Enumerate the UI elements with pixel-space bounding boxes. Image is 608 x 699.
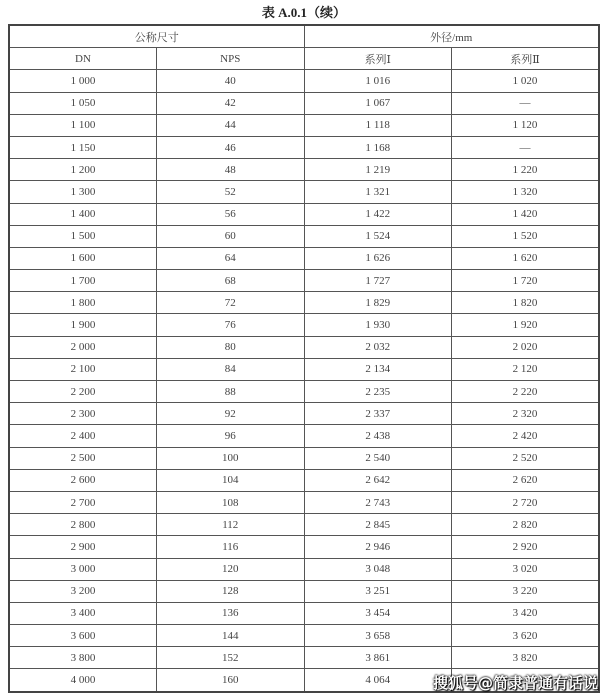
series-2-cell: 2 820: [452, 514, 600, 536]
dn-cell: 2 600: [9, 469, 157, 491]
nps-cell: 112: [157, 514, 305, 536]
nps-header: NPS: [157, 48, 305, 70]
nps-cell: 52: [157, 181, 305, 203]
nps-cell: 48: [157, 159, 305, 181]
nps-cell: 68: [157, 270, 305, 292]
series-1-cell: 1 067: [304, 92, 452, 114]
series-1-cell: 4 064: [304, 669, 452, 692]
series-2-cell: 2 920: [452, 536, 600, 558]
dn-cell: 2 300: [9, 403, 157, 425]
series-1-cell: 3 454: [304, 602, 452, 624]
series-1-cell: 2 438: [304, 425, 452, 447]
table-row: [9, 491, 599, 513]
series-2-cell: —: [452, 136, 600, 158]
nps-cell: 128: [157, 580, 305, 602]
series-1-cell: 1 727: [304, 270, 452, 292]
nps-cell: 96: [157, 425, 305, 447]
series-1-cell: 2 845: [304, 514, 452, 536]
table-row: [9, 159, 599, 181]
nps-cell: 42: [157, 92, 305, 114]
dn-cell: 1 050: [9, 92, 157, 114]
outer-diameter-header: 外径/mm: [304, 25, 599, 48]
dn-cell: 2 700: [9, 491, 157, 513]
table-row: [9, 92, 599, 114]
table-title: 表 A.0.1（续）: [261, 5, 347, 20]
table-row: [9, 602, 599, 624]
nps-cell: 100: [157, 447, 305, 469]
series-2-cell: 2 220: [452, 381, 600, 403]
table-row: [9, 625, 599, 647]
series-1-cell: 1 422: [304, 203, 452, 225]
dn-cell: 1 500: [9, 225, 157, 247]
table-row: [9, 469, 599, 491]
series-1-cell: 1 930: [304, 314, 452, 336]
dn-cell: 3 800: [9, 647, 157, 669]
series-1-cell: 1 524: [304, 225, 452, 247]
series-1-cell: 2 946: [304, 536, 452, 558]
table-row: [9, 314, 599, 336]
series-2-cell: 1 320: [452, 181, 600, 203]
dn-cell: 3 200: [9, 580, 157, 602]
dn-cell: 1 800: [9, 292, 157, 314]
series-1-header: 系列Ⅰ: [304, 48, 452, 70]
nps-cell: 46: [157, 136, 305, 158]
nps-cell: 92: [157, 403, 305, 425]
nps-cell: 84: [157, 358, 305, 380]
series-2-cell: 2 420: [452, 425, 600, 447]
table-row: [9, 336, 599, 358]
dn-cell: 1 200: [9, 159, 157, 181]
series-2-cell: 3 020: [452, 558, 600, 580]
nps-cell: 40: [157, 70, 305, 92]
series-2-cell: 1 520: [452, 225, 600, 247]
pipe-size-table: [8, 24, 600, 693]
nps-cell: 144: [157, 625, 305, 647]
table-row: [9, 70, 599, 92]
dn-cell: 4 000: [9, 669, 157, 692]
series-1-cell: 1 829: [304, 292, 452, 314]
series-1-cell: 2 337: [304, 403, 452, 425]
dn-cell: 2 400: [9, 425, 157, 447]
series-2-cell: 1 420: [452, 203, 600, 225]
series-2-cell: 2 020: [452, 336, 600, 358]
dn-cell: 1 600: [9, 247, 157, 269]
nps-cell: 136: [157, 602, 305, 624]
series-2-cell: 3 620: [452, 625, 600, 647]
series-2-cell: 2 120: [452, 358, 600, 380]
series-1-cell: 1 219: [304, 159, 452, 181]
header-group-row: [9, 25, 599, 48]
table-row: [9, 358, 599, 380]
table-row: [9, 225, 599, 247]
series-1-cell: 1 016: [304, 70, 452, 92]
series-1-cell: 2 540: [304, 447, 452, 469]
series-1-cell: 3 048: [304, 558, 452, 580]
dn-cell: 2 200: [9, 381, 157, 403]
series-2-cell: 2 720: [452, 491, 600, 513]
table-row: [9, 381, 599, 403]
table-row: [9, 181, 599, 203]
table-row: [9, 403, 599, 425]
series-1-cell: 1 626: [304, 247, 452, 269]
table-row: [9, 647, 599, 669]
nps-cell: 60: [157, 225, 305, 247]
series-2-cell: 3 820: [452, 647, 600, 669]
nps-cell: 44: [157, 114, 305, 136]
dn-cell: 1 700: [9, 270, 157, 292]
dn-cell: 1 100: [9, 114, 157, 136]
series-1-cell: 1 118: [304, 114, 452, 136]
table-row: [9, 114, 599, 136]
series-2-cell: —: [452, 92, 600, 114]
series-2-cell: 2 320: [452, 403, 600, 425]
dn-cell: 2 500: [9, 447, 157, 469]
table-row: [9, 247, 599, 269]
table-row: [9, 292, 599, 314]
nps-cell: 116: [157, 536, 305, 558]
series-2-header: 系列Ⅱ: [452, 48, 600, 70]
dn-cell: 2 800: [9, 514, 157, 536]
series-1-cell: 3 251: [304, 580, 452, 602]
table-row: [9, 447, 599, 469]
dn-cell: 3 400: [9, 602, 157, 624]
dn-cell: 1 150: [9, 136, 157, 158]
series-1-cell: 2 032: [304, 336, 452, 358]
watermark: 搜狐号@简隶普通有话说: [432, 674, 598, 692]
nps-cell: 108: [157, 491, 305, 513]
series-1-cell: 2 743: [304, 491, 452, 513]
series-2-cell: 3 220: [452, 580, 600, 602]
series-2-cell: 1 120: [452, 114, 600, 136]
dn-cell: 1 900: [9, 314, 157, 336]
series-1-cell: 2 134: [304, 358, 452, 380]
series-2-cell: 1 620: [452, 247, 600, 269]
header-row: [9, 48, 599, 70]
series-1-cell: 1 168: [304, 136, 452, 158]
dn-cell: 2 100: [9, 358, 157, 380]
nps-cell: 160: [157, 669, 305, 692]
table-row: [9, 536, 599, 558]
table-row: [9, 270, 599, 292]
series-2-cell: 1 020: [452, 70, 600, 92]
dn-header: DN: [9, 48, 157, 70]
nps-cell: 64: [157, 247, 305, 269]
nps-cell: 120: [157, 558, 305, 580]
dn-cell: 1 000: [9, 70, 157, 92]
dn-cell: 2 000: [9, 336, 157, 358]
series-2-cell: 1 920: [452, 314, 600, 336]
series-2-cell: 1 220: [452, 159, 600, 181]
series-2-cell: 1 720: [452, 270, 600, 292]
nps-cell: 56: [157, 203, 305, 225]
table-row: [9, 136, 599, 158]
nps-cell: 72: [157, 292, 305, 314]
dn-cell: 3 600: [9, 625, 157, 647]
table-row: [9, 558, 599, 580]
dn-cell: 2 900: [9, 536, 157, 558]
nps-cell: 76: [157, 314, 305, 336]
table-row: [9, 580, 599, 602]
series-1-cell: 3 658: [304, 625, 452, 647]
nominal-size-header: 公称尺寸: [9, 25, 304, 48]
table-row: [9, 514, 599, 536]
nps-cell: 88: [157, 381, 305, 403]
series-1-cell: 2 235: [304, 381, 452, 403]
series-1-cell: 2 642: [304, 469, 452, 491]
nps-cell: 104: [157, 469, 305, 491]
nps-cell: 152: [157, 647, 305, 669]
table-row: [9, 425, 599, 447]
dn-cell: 1 300: [9, 181, 157, 203]
series-1-cell: 1 321: [304, 181, 452, 203]
series-2-cell: 2 520: [452, 447, 600, 469]
table-row: [9, 203, 599, 225]
series-2-cell: 2 620: [452, 469, 600, 491]
dn-cell: 1 400: [9, 203, 157, 225]
nps-cell: 80: [157, 336, 305, 358]
dn-cell: 3 000: [9, 558, 157, 580]
series-1-cell: 3 861: [304, 647, 452, 669]
series-2-cell: 1 820: [452, 292, 600, 314]
series-2-cell: 3 420: [452, 602, 600, 624]
